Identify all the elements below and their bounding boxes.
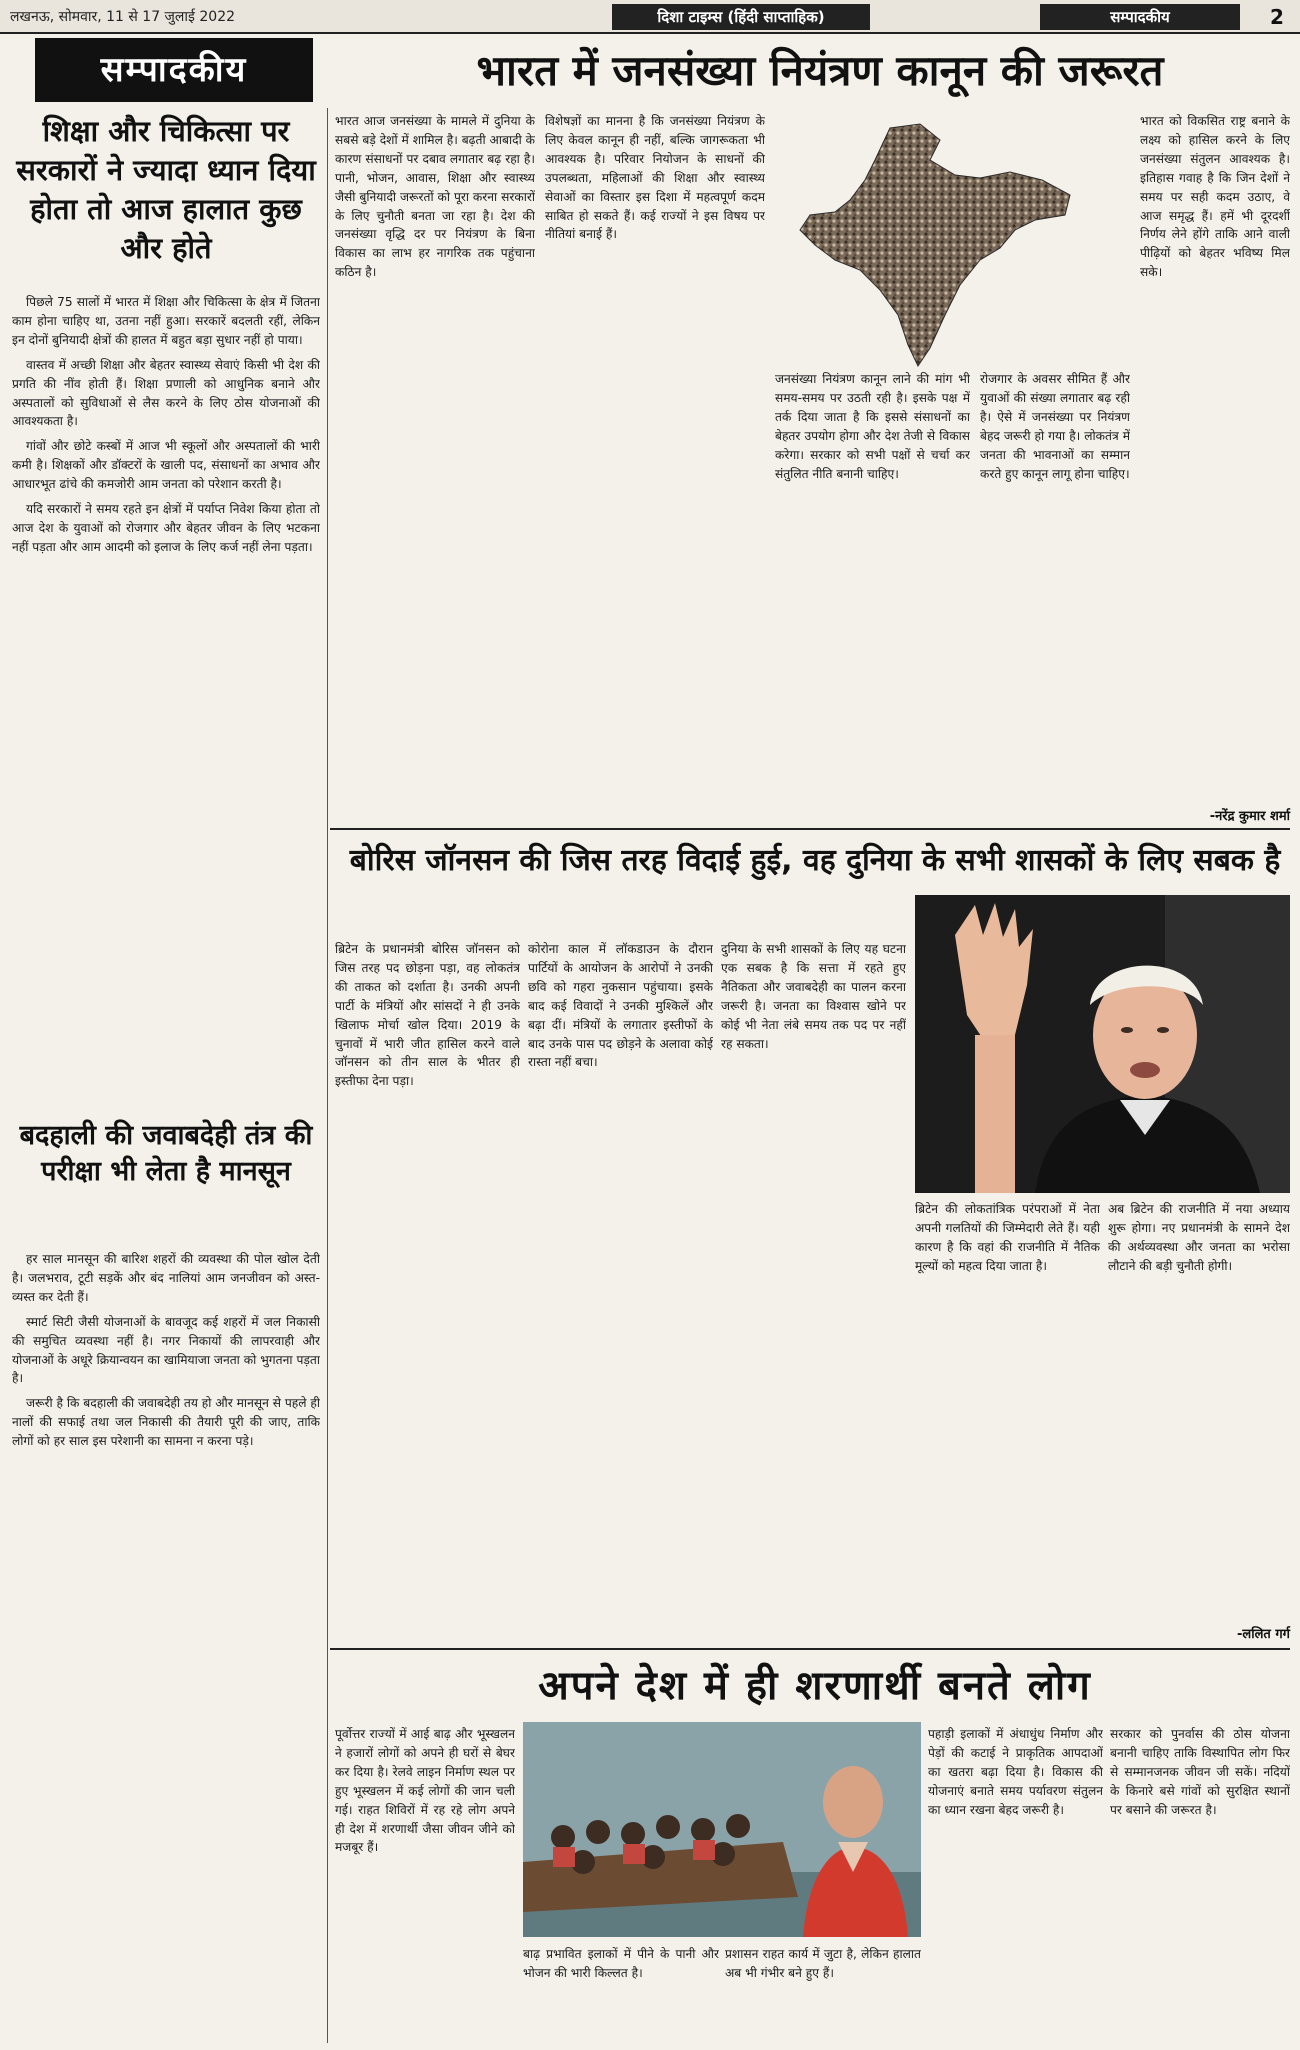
article1-paragraph: पिछले 75 सालों में भारत में शिक्षा और चिकित्सा के क्षेत्र में जितना काम होना चाहिए था, उतना नहीं हुआ। सरकारें बदलती रहीं, लेकिन इन दोनों बुनियादी क्षेत्रों की हालत में बहुत बड़ा सुधार नहीं हो पाया। (12, 295, 320, 347)
column-divider (327, 108, 328, 2043)
article1-headline: शिक्षा और चिकित्सा पर सरकारों ने ज्यादा ध्यान दिया होता तो आज हालात कुछ और होते (16, 114, 316, 266)
boris-johnson-photo-icon (915, 895, 1290, 1193)
article2-paragraph: स्मार्ट सिटी जैसी योजनाओं के बावजूद कई शहरों में जल निकासी की समुचित व्यवस्था नहीं है। नगर निकायों की लापरवाही और योजनाओं के अधूरे क्रियान्वयन का खामियाजा जनता को भुगतना पड़ता है। (12, 1314, 320, 1386)
article5-column: पहाड़ी इलाकों में अंधाधुंध निर्माण और पेड़ों की कटाई ने प्राकृतिक आपदाओं का खतरा बढ़ा दिया है। विकास की योजनाएं बनाते समय पर्यावरण संतुलन का ध्यान रखना बेहद जरूरी है। (928, 1727, 1103, 1817)
article3-byline: -नरेंद्र कुमार शर्मा (1209, 809, 1290, 824)
article3-column: भारत को विकसित राष्ट्र बनाने के लक्ष्य को हासिल करने के लिए जनसंख्या संतुलन आवश्यक है। इतिहास गवाह है कि जिन देशों ने समय पर सही कदम उठाए, वे आज समृद्ध हैं। हमें भी दूरदर्शी निर्णय लेने होंगे ताकि आने वाली पीढ़ियों को बेहतर भविष्य मिल सके। (1140, 114, 1290, 280)
section-divider (330, 1648, 1290, 1650)
article4-column: दुनिया के सभी शासकों के लिए यह घटना एक सबक है कि सत्ता में रहते हुए नैतिकता और जवाबदेही का पालन करना जरूरी है। जनता का विश्वास खोने पर कोई भी नेता लंबे समय तक पद पर नहीं रह सकता। (721, 942, 906, 1051)
article4-byline: -ललित गर्ग (1237, 1627, 1290, 1642)
article4-column: अब ब्रिटेन की राजनीति में नया अध्याय शुरू होगा। नए प्रधानमंत्री के सामने देश की अर्थव्यवस्था और जनता का भरोसा लौटाने की बड़ी चुनौती होगी। (1108, 1202, 1290, 1273)
article2-body (12, 1250, 320, 2040)
article5-column: सरकार को पुनर्वास की ठोस योजना बनानी चाहिए ताकि विस्थापित लोग फिर से सम्मानजनक जीवन जी सकें। नदियों के किनारे बसे गांवों को सुरक्षित स्थानों पर बसाने की जरूरत है। (1110, 1727, 1290, 1817)
page-number: 2 (1270, 5, 1284, 29)
article1-body (12, 293, 320, 1108)
article2-headline: बदहाली की जवाबदेही तंत्र की परीक्षा भी लेता है मानसून (19, 1120, 313, 1188)
india-population-map-icon (780, 120, 1080, 370)
main-headline: भारत में जनसंख्या नियंत्रण कानून की जरूरत (476, 46, 1164, 95)
article4-column: कोरोना काल में लॉकडाउन के दौरान पार्टियों के आयोजन के आरोपों ने उनकी छवि को गहरा नुकसान पहुंचाया। इसके बाद कई विवादों ने उनकी मुश्किलें और बढ़ा दीं। मंत्रियों के लगातार इस्तीफों के बाद उनके पास पद छोड़ने के अलावा कोई रास्ता नहीं बचा। (528, 942, 713, 1070)
article1-paragraph: वास्तव में अच्छी शिक्षा और बेहतर स्वास्थ्य सेवाएं किसी भी देश की प्रगति की नींव होती हैं। शिक्षा प्रणाली को आधुनिक बनाने और अस्पतालों को सुविधाओं से लैस करने के लिए ठोस योजनाओं की आवश्यकता है। (12, 357, 320, 429)
article1-paragraph: गांवों और छोटे कस्बों में आज भी स्कूलों और अस्पतालों की भारी कमी है। शिक्षकों और डॉक्टरों के खाली पद, संसाधनों का अभाव और आधारभूत ढांचे की कमजोरी आम जनता को परेशान करती है। (12, 439, 320, 492)
article5-column: प्रशासन राहत कार्य में जुटा है, लेकिन हालात अब भी गंभीर बने हुए हैं। (725, 1947, 921, 1980)
refugees-boat-photo-icon (523, 1722, 921, 1937)
date-line: लखनऊ, सोमवार, 11 से 17 जुलाई 2022 (10, 9, 236, 25)
section-label: सम्पादकीय (1040, 4, 1240, 30)
article4-headline: बोरिस जॉनसन की जिस तरह विदाई हुई, वह दुनिया के सभी शासकों के लिए सबक है (349, 843, 1281, 878)
article4-column: ब्रिटेन के प्रधानमंत्री बोरिस जॉनसन को जिस तरह पद छोड़ना पड़ा, वह लोकतंत्र की ताकत को दर्शाता है। उनकी अपनी पार्टी के मंत्रियों और सांसदों ने ही उनके खिलाफ मोर्चा खोल दिया। 2019 के चुनावों में भारी जीत हासिल करने वाले जॉनसन को तीन साल के भीतर ही इस्तीफा देना पड़ा। (335, 942, 520, 1089)
article5-headline: अपने देश में ही शरणार्थी बनते लोग (538, 1663, 1092, 1709)
article1-paragraph: यदि सरकारों ने समय रहते इन क्षेत्रों में पर्याप्त निवेश किया होता तो आज देश के युवाओं को रोजगार और बेहतर जीवन के लिए भटकना नहीं पड़ता और आम आदमी को इलाज के लिए कर्ज नहीं लेना पड़ता। (12, 502, 320, 554)
section-divider (330, 828, 1290, 830)
article3-column: जनसंख्या नियंत्रण कानून लाने की मांग भी समय-समय पर उठती रही है। इसके पक्ष में तर्क दिया जाता है कि इससे संसाधनों का बेहतर उपयोग होगा और देश तेजी से विकास करेगा। सरकार को सभी पक्षों से चर्चा कर संतुलित नीति बनानी चाहिए। (775, 372, 970, 481)
article3-column: भारत आज जनसंख्या के मामले में दुनिया के सबसे बड़े देशों में शामिल है। बढ़ती आबादी के कारण संसाधनों पर दबाव लगातार बढ़ रहा है। पानी, भोजन, आवास, शिक्षा और स्वास्थ्य जैसी बुनियादी जरूरतों को पूरा करना सरकारों के लिए चुनौती बनता जा रहा है। देश की जनसंख्या वृद्धि दर पर नियंत्रण के बिना विकास का लाभ हर नागरिक तक पहुंचाना कठिन है। (335, 114, 535, 280)
article2-paragraph: हर साल मानसून की बारिश शहरों की व्यवस्था की पोल खोल देती है। जलभराव, टूटी सड़कें और बंद नालियां आम जनजीवन को अस्त-व्यस्त कर देती हैं। (12, 1252, 320, 1304)
article5-column: बाढ़ प्रभावित इलाकों में पीने के पानी और भोजन की भारी किल्लत है। (523, 1947, 719, 1980)
article4-column: ब्रिटेन की लोकतांत्रिक परंपराओं में नेता अपनी गलतियों की जिम्मेदारी लेते हैं। यही कारण है कि वहां की राजनीति में नैतिक मूल्यों को महत्व दिया जाता है। (915, 1202, 1100, 1273)
article2-paragraph: जरूरी है कि बदहाली की जवाबदेही तय हो और मानसून से पहले ही नालों की सफाई तथा जल निकासी की तैयारी पूरी की जाए, ताकि लोगों को हर साल इस परेशानी का सामना न करना पड़े। (12, 1396, 320, 1449)
article3-column: रोजगार के अवसर सीमित हैं और युवाओं की संख्या लगातार बढ़ रही है। ऐसे में जनसंख्या पर नियंत्रण बेहद जरूरी हो गया है। लोकतंत्र में जनता की भावनाओं का सम्मान करते हुए कानून लागू होना चाहिए। (980, 372, 1130, 481)
editorial-tag: सम्पादकीय (35, 38, 313, 102)
article3-column: विशेषज्ञों का मानना है कि जनसंख्या नियंत्रण के लिए केवल कानून ही नहीं, बल्कि जागरूकता भी आवश्यक है। परिवार नियोजन के साधनों की उपलब्धता, महिलाओं की शिक्षा और स्वास्थ्य सेवाओं का विस्तार इस दिशा में महत्वपूर्ण कदम साबित हो सकते हैं। कई राज्यों ने इस विषय पर नीतियां बनाई हैं। (545, 114, 765, 242)
masthead: दिशा टाइम्स (हिंदी साप्ताहिक) (612, 4, 870, 30)
article5-column: पूर्वोत्तर राज्यों में आई बाढ़ और भूस्खलन ने हजारों लोगों को अपने ही घरों से बेघर कर दिया है। रेलवे लाइन निर्माण स्थल पर हुए भूस्खलन में कई लोगों की जान चली गई। राहत शिविरों में रह रहे लोग अपने ही देश में शरणार्थी जैसा जीवन जीने को मजबूर हैं। (335, 1727, 515, 1855)
